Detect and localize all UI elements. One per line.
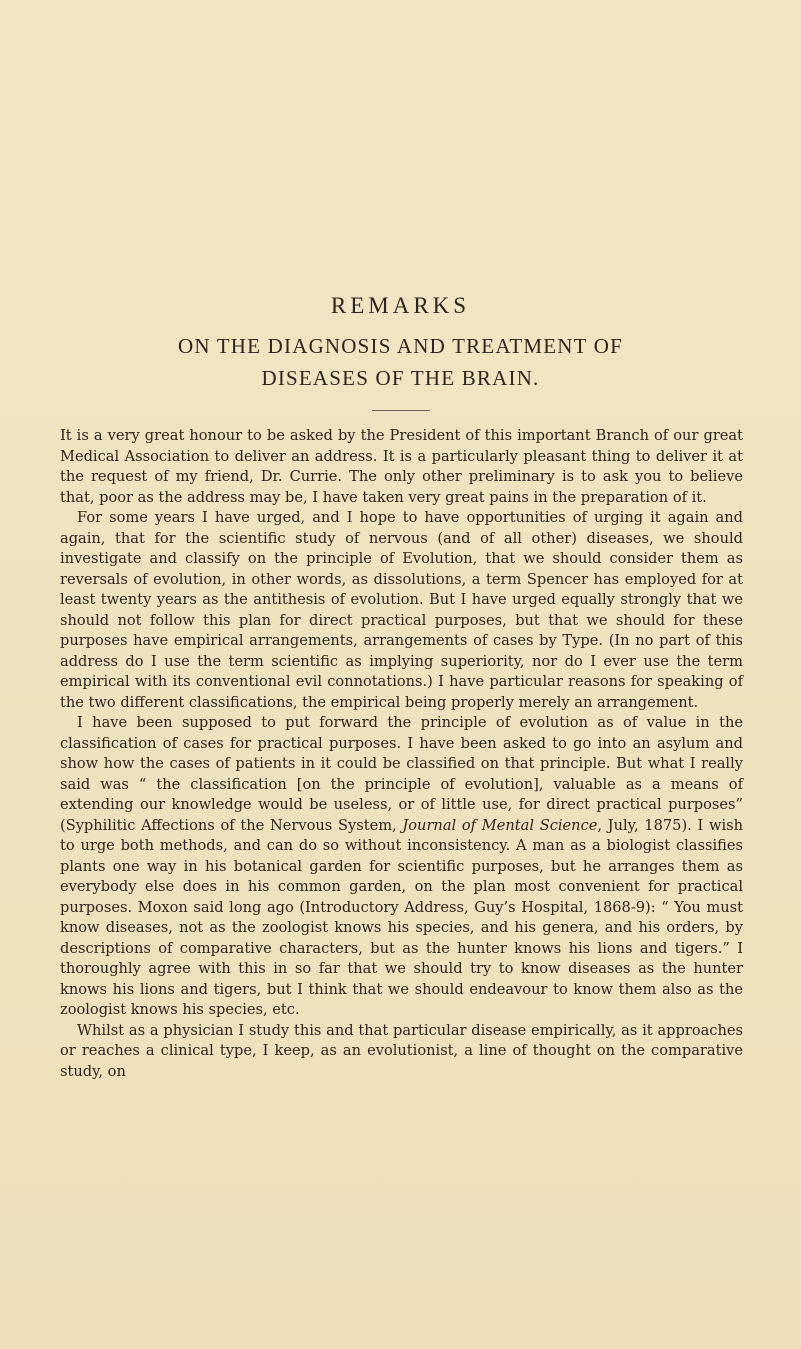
body-text <box>60 426 743 1082</box>
heading-line-1: ON THE DIAGNOSIS AND TREATMENT OF <box>177 334 624 358</box>
title-divider <box>372 410 430 411</box>
journal-title: Journal of Mental Science <box>402 816 598 834</box>
paragraph-3-part-1: I have been supposed to put forward the principle of evolution as of value in the classification of cases for practical purposes. I have been asked to go into an asylum and show how the cases of patients in it could be classified on that principle. But what I really said was “ the classification [on the principle of evolution], valuable as a means of extending our knowledge would be useless, or of little use, for direct practical purposes” (Syphilitic Affections of the Nervous System, <box>60 714 743 834</box>
paragraph-3-part-2: , July, 1875). I wish to urge both methods, and can do so without inconsistency. A man as a biologist classifies plants one way in his botanical garden for scientific purposes, but he arranges them as everybody else does in his common garden, on the plan most convenient for practical purposes. Moxon said long ago (Introductory Address, Guy’s Hospital, 1868-9): “ You must know diseases, not as the zoologist knows his species, and his genera, and his orders, by descriptions of comparative characters, but as the hunter knows his lions and tigers.” I thoroughly agree with this in so far that we should try to know diseases as the hunter knows his lions and tigers, but I think that we should endeavour to know them also as the zoologist knows his species, etc. <box>60 816 744 1018</box>
heading-remarks: REMARKS <box>330 293 471 318</box>
paragraph-4: Whilst as a physician I study this and that particular disease empirically, as it approaches or reaches a clinical type, I keep, as an evolutionist, a line of thought on the comparative study, on <box>60 1021 743 1080</box>
heading-subject <box>0 330 801 394</box>
paragraph-2: For some years I have urged, and I hope to have opportunities of urging it again and again, that for the scientific study of nervous (and of all other) diseases, we should investigate and classify on the principle of Evolution, that we should consider them as reversals of evolution, in other words, as dissolutions, a term Spencer has employed for at least twenty years as the antithesis of evolution. But I have urged equally strongly that we should not follow this plan for direct practical purposes, but that we should for these purposes have empirical arrangements, arrangements of cases by Type. (In no part of this address do I use the term scientific as implying superiority, nor do I ever use the term empirical with its conventional evil connotations.) I have particular reasons for speaking of the two different classifications, the empirical being properly merely an arrangement. <box>60 509 743 711</box>
paragraph-3 <box>60 713 743 1021</box>
paragraph-1: It is a very great honour to be asked by the President of this important Branch of our great Medical Association to deliver an address. It is a particularly pleasant thing to deliver it at the request of my friend, Dr. Currie. The only other preliminary is to ask you to believe that, poor as the address may be, I have taken very great pains in the preparation of it. <box>60 427 743 506</box>
heading-line-2: DISEASES OF THE BRAIN. <box>261 366 540 390</box>
title-block <box>0 292 801 394</box>
